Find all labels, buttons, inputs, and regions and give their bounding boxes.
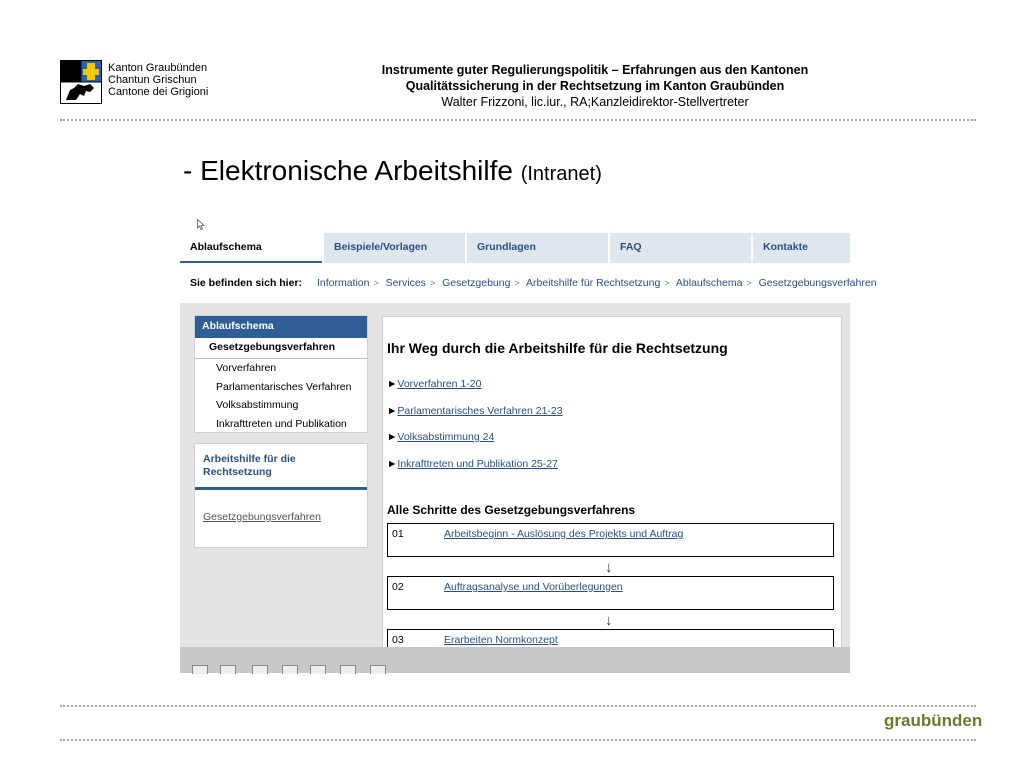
outlook-icon[interactable] <box>220 665 236 674</box>
canton-name-it: Cantone dei Grigioni <box>108 86 209 98</box>
breadcrumb-separator: > <box>664 278 670 288</box>
canton-name-de: Kanton Graubünden <box>108 62 208 74</box>
tab-kontakte[interactable]: Kontakte <box>751 233 850 263</box>
canton-coat-of-arms-icon <box>60 60 102 104</box>
triangle-bullet-icon: ► <box>387 405 398 417</box>
intranet-screenshot <box>180 215 877 673</box>
breadcrumb-item[interactable]: Information <box>316 277 370 289</box>
list-item <box>387 405 563 417</box>
list-item <box>387 431 494 443</box>
step-box <box>387 576 834 610</box>
taskbar <box>180 647 850 673</box>
down-arrow-icon: ↓ <box>605 559 613 576</box>
breadcrumb-item[interactable]: Gesetzgebung <box>442 277 511 289</box>
sidebar-item-volksabstimmung[interactable]: Volksabstimmung <box>216 399 299 411</box>
step-number: 03 <box>392 634 404 646</box>
sidebar-item-inkrafttreten[interactable]: Inkrafttreten und Publikation <box>216 417 347 430</box>
header-divider <box>60 119 976 121</box>
sidebar-item-gesetzgebungsverfahren[interactable]: Gesetzgebungsverfahren <box>195 338 367 359</box>
triangle-bullet-icon: ► <box>387 431 398 443</box>
breadcrumb-separator: > <box>746 278 752 288</box>
tab-ablaufschema[interactable]: Ablaufschema <box>180 233 322 263</box>
steps-heading: Alle Schritte des Gesetzgebungsverfahrens <box>387 503 636 517</box>
header-title-line2: Qualitätssicherung in der Rechtsetzung im Kanton Graubünden <box>405 79 785 93</box>
canton-names <box>108 62 208 98</box>
link-vorverfahren[interactable]: Vorverfahren 1-20 <box>397 378 482 390</box>
sidebar-nav <box>194 315 368 433</box>
list-item <box>387 378 481 390</box>
step-number: 01 <box>392 528 404 540</box>
link-inkrafttreten[interactable]: Inkrafttreten und Publikation 25-27 <box>397 458 558 470</box>
tab-faq[interactable]: FAQ <box>608 233 751 263</box>
header-title-line1: Instrumente guter Regulierungspolitik – Erfahrungen aus den Kantonen <box>381 63 809 77</box>
triangle-bullet-icon: ► <box>387 458 398 470</box>
main-heading: Ihr Weg durch die Arbeitshilfe für die Rechtsetzung <box>387 340 728 356</box>
word-icon[interactable] <box>252 665 268 674</box>
slide-header <box>300 62 890 110</box>
step-number: 02 <box>392 581 404 593</box>
slide-title-paren: (Intranet) <box>520 163 602 185</box>
graubuenden-logo: graubünden <box>884 711 983 730</box>
triangle-bullet-icon: ► <box>387 378 398 390</box>
breadcrumb-separator: > <box>429 278 436 288</box>
step-box <box>387 523 834 557</box>
step-link[interactable]: Auftragsanalyse und Vorüberlegungen <box>444 581 623 593</box>
breadcrumb-separator: > <box>373 278 379 288</box>
excel-icon[interactable] <box>282 665 298 674</box>
breadcrumb <box>190 277 877 289</box>
sidebar-box-title[interactable]: Arbeitshilfe für die Rechtsetzung <box>195 444 367 490</box>
list-item <box>387 458 558 470</box>
browser-icon[interactable] <box>310 665 326 674</box>
tab-grundlagen[interactable]: Grundlagen <box>465 233 608 263</box>
sidebar-heading[interactable]: Ablaufschema <box>195 316 367 338</box>
sidebar-item-parlamentarisches-verfahren[interactable]: Parlamentarisches Verfahren <box>216 380 352 393</box>
sidebar-item-vorverfahren[interactable]: Vorverfahren <box>216 362 277 374</box>
breadcrumb-item[interactable]: Services <box>385 277 426 289</box>
step-link[interactable]: Erarbeiten Normkonzept <box>444 634 558 646</box>
folder-icon[interactable] <box>192 665 208 674</box>
breadcrumb-label: Sie befinden sich hier: <box>190 277 303 289</box>
slide-title-main: - Elektronische Arbeitshilfe <box>183 155 513 186</box>
breadcrumb-item[interactable]: Arbeitshilfe für Rechtsetzung <box>526 277 661 289</box>
breadcrumb-separator: > <box>514 278 520 288</box>
breadcrumb-item[interactable]: Ablaufschema <box>675 277 743 289</box>
mouse-cursor-icon <box>197 219 205 233</box>
breadcrumb-item[interactable]: Gesetzgebungsverfahren <box>758 277 877 289</box>
canton-name-rm: Chantun Grischun <box>108 74 197 86</box>
sidebar-link-gesetzgebungsverfahren[interactable]: Gesetzgebungsverfahren <box>203 511 321 523</box>
app-icon[interactable] <box>340 665 356 674</box>
sidebar-box-arbeitshilfe <box>194 443 368 548</box>
step-link[interactable]: Arbeitsbeginn - Auslösung des Projekts und Auftrag <box>444 528 684 540</box>
slide-title <box>183 155 602 187</box>
main-content <box>382 316 842 661</box>
tab-beispiele-vorlagen[interactable]: Beispiele/Vorlagen <box>322 233 465 263</box>
link-parlamentarisches-verfahren[interactable]: Parlamentarisches Verfahren 21-23 <box>397 405 563 417</box>
header-author-line: Walter Frizzoni, lic.iur., RA;Kanzleidirektor-Stellvertreter <box>441 95 749 109</box>
tab-bar <box>180 233 850 263</box>
link-volksabstimmung[interactable]: Volksabstimmung 24 <box>397 431 495 443</box>
footer-divider-bottom <box>60 739 976 741</box>
powerpoint-icon[interactable] <box>370 665 386 674</box>
footer-divider-top <box>60 705 976 707</box>
down-arrow-icon: ↓ <box>605 612 613 629</box>
